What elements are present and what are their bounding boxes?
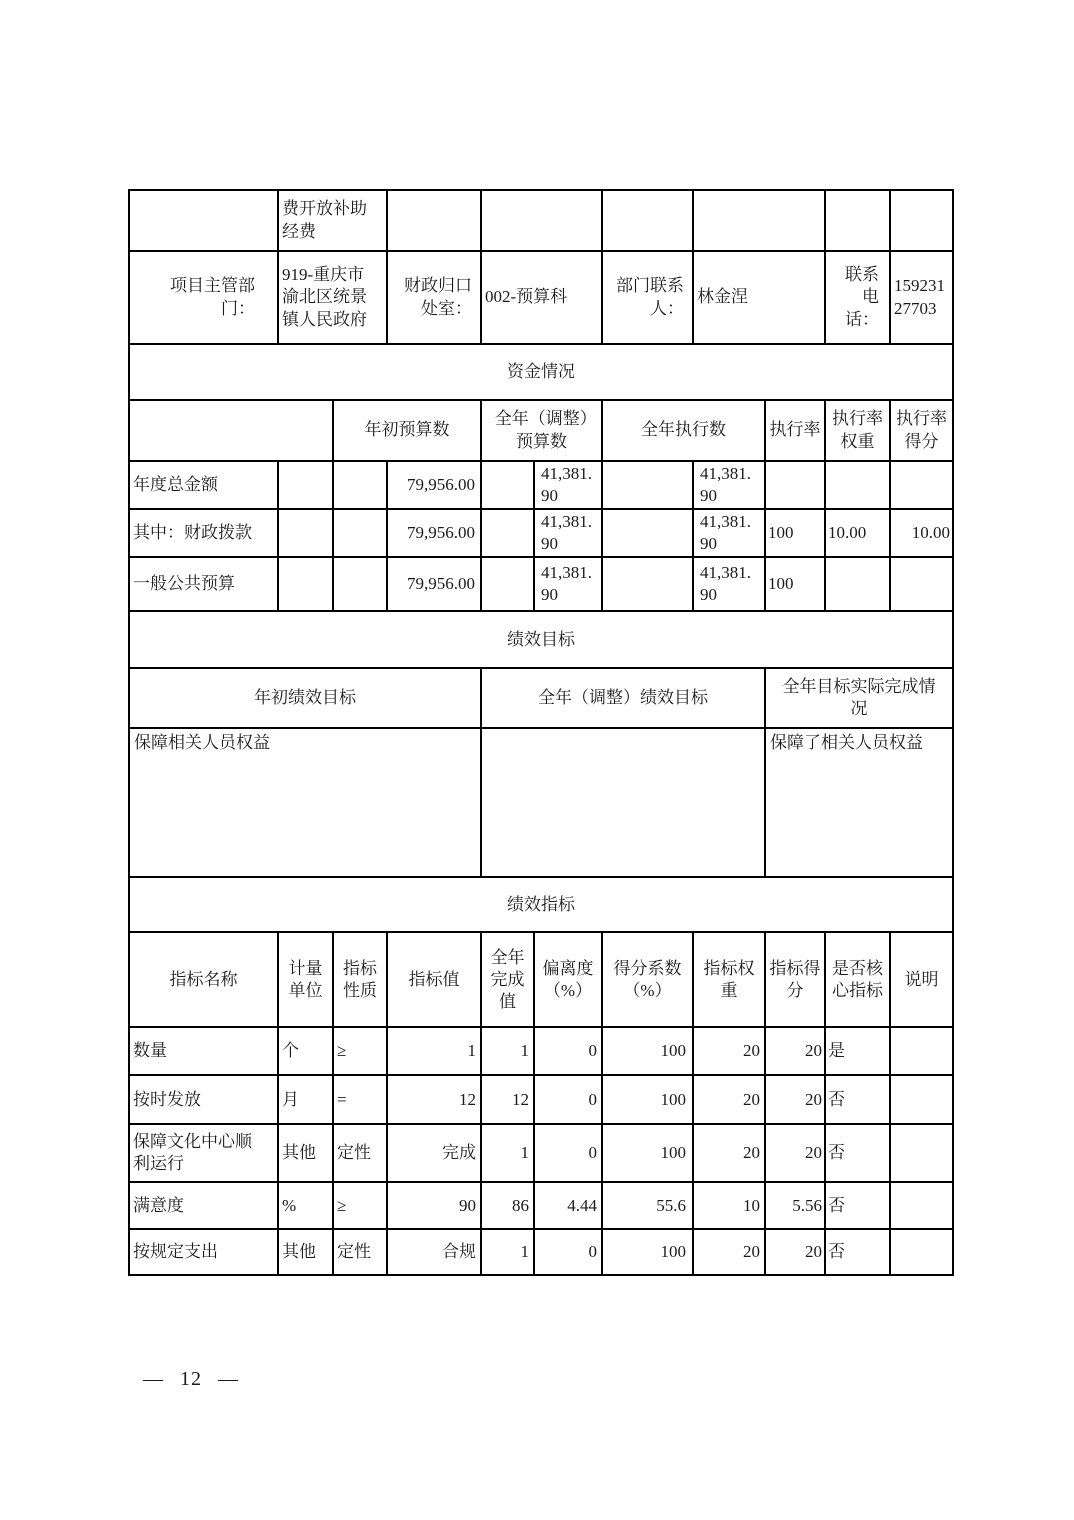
cell-unit: 其他 (278, 1124, 333, 1182)
cell-empty (890, 190, 953, 251)
cell-nature: = (333, 1075, 387, 1124)
cell-initial-budget: 79,956.00 (387, 461, 481, 509)
cell-rate-weight: 10.00 (825, 509, 890, 557)
cell-unit: % (278, 1182, 333, 1229)
col-header-initial-goal: 年初绩效目标 (129, 668, 481, 728)
col-header-execution-rate: 执行率 (765, 400, 825, 461)
col-header-nature: 指标性质 (333, 932, 387, 1027)
cell-empty (278, 509, 333, 557)
cell-initial-goal: 保障相关人员权益 (129, 728, 481, 877)
col-header-unit: 计量单位 (278, 932, 333, 1027)
cell-target-value: 完成 (387, 1124, 481, 1182)
cell-deviation: 4.44 (534, 1182, 602, 1229)
cell-rate-score (890, 557, 953, 611)
cell-empty (129, 190, 278, 251)
cell-executed-amount: 41,381.90 (693, 461, 765, 509)
indicator-row (129, 1124, 953, 1182)
cell-core-indicator: 否 (825, 1182, 890, 1229)
goals-title-row (129, 611, 953, 668)
cell-indicator-weight: 20 (693, 1229, 765, 1275)
indicators-header-row (129, 932, 953, 1027)
cell-completed-value: 1 (481, 1027, 534, 1075)
cell-nature: ≥ (333, 1027, 387, 1075)
cell-initial-budget: 79,956.00 (387, 509, 481, 557)
cell-finance-office-value: 002-预算科 (481, 251, 602, 344)
cell-rate-weight (825, 557, 890, 611)
cell-completed-value: 1 (481, 1229, 534, 1275)
cell-indicator-score: 20 (765, 1075, 825, 1124)
cell-empty (481, 557, 534, 611)
cell-score-coefficient: 100 (602, 1124, 693, 1182)
cell-empty (333, 461, 387, 509)
cell-score-coefficient: 100 (602, 1027, 693, 1075)
col-header-initial-budget: 年初预算数 (333, 400, 481, 461)
cell-indicator-name: 数量 (129, 1027, 278, 1075)
cell-dept-label: 项目主管部门： (129, 251, 278, 344)
cell-target-value: 1 (387, 1027, 481, 1075)
cell-completed-value: 86 (481, 1182, 534, 1229)
cell-indicator-score: 20 (765, 1229, 825, 1275)
cell-deviation: 0 (534, 1027, 602, 1075)
cell-target-value: 90 (387, 1182, 481, 1229)
cell-adjusted-goal (481, 728, 765, 877)
cell-rate-score (890, 461, 953, 509)
cell-funding-label: 年度总金额 (129, 461, 278, 509)
cell-unit: 月 (278, 1075, 333, 1124)
cell-note (890, 1182, 953, 1229)
cell-execution-rate: 100 (765, 557, 825, 611)
cell-indicator-score: 20 (765, 1027, 825, 1075)
cell-empty (825, 190, 890, 251)
cell-indicator-name: 按规定支出 (129, 1229, 278, 1275)
section-title-indicators: 绩效指标 (129, 877, 953, 932)
performance-table (128, 189, 954, 1276)
cell-core-indicator: 否 (825, 1229, 890, 1275)
cell-empty (278, 461, 333, 509)
cell-deviation: 0 (534, 1075, 602, 1124)
indicator-row (129, 1075, 953, 1124)
cell-finance-office-label: 财政归口处室： (387, 251, 481, 344)
cell-target-value: 合规 (387, 1229, 481, 1275)
cell-deviation: 0 (534, 1124, 602, 1182)
continuation-row (129, 190, 953, 251)
cell-rate-score: 10.00 (890, 509, 953, 557)
cell-score-coefficient: 100 (602, 1229, 693, 1275)
cell-indicator-name: 保障文化中心顺利运行 (129, 1124, 278, 1182)
cell-execution-rate (765, 461, 825, 509)
funding-row-public-budget (129, 557, 953, 611)
col-header-adjusted-goal: 全年（调整）绩效目标 (481, 668, 765, 728)
col-header-rate-weight: 执行率权重 (825, 400, 890, 461)
cell-empty (481, 509, 534, 557)
cell-actual-completion: 保障了相关人员权益 (765, 728, 953, 877)
cell-contact-value: 林金涅 (693, 251, 825, 344)
col-header-completed-value: 全年完成值 (481, 932, 534, 1027)
cell-adjusted-budget: 41,381.90 (534, 509, 602, 557)
cell-executed-amount: 41,381.90 (693, 557, 765, 611)
cell-indicator-weight: 20 (693, 1075, 765, 1124)
cell-indicator-score: 20 (765, 1124, 825, 1182)
cell-unit: 其他 (278, 1229, 333, 1275)
funding-title-row (129, 344, 953, 400)
cell-note (890, 1075, 953, 1124)
cell-core-indicator: 否 (825, 1075, 890, 1124)
cell-phone-value: 15923127703 (890, 251, 953, 344)
cell-note (890, 1124, 953, 1182)
cell-completed-value: 1 (481, 1124, 534, 1182)
cell-funding-label: 其中：财政拨款 (129, 509, 278, 557)
cell-dept-value: 919-重庆市渝北区统景镇人民政府 (278, 251, 387, 344)
cell-adjusted-budget: 41,381.90 (534, 557, 602, 611)
cell-empty (602, 190, 693, 251)
cell-target-value: 12 (387, 1075, 481, 1124)
funding-row-total (129, 461, 953, 509)
cell-empty (333, 557, 387, 611)
indicator-row (129, 1027, 953, 1075)
cell-nature: 定性 (333, 1229, 387, 1275)
cell-completed-value: 12 (481, 1075, 534, 1124)
col-header-target-value: 指标值 (387, 932, 481, 1027)
goals-data-row (129, 728, 953, 877)
col-header-score-coefficient: 得分系数（%） (602, 932, 693, 1027)
goals-header-row (129, 668, 953, 728)
cell-note (890, 1229, 953, 1275)
cell-empty (481, 461, 534, 509)
cell-empty (693, 190, 825, 251)
cell-execution-rate: 100 (765, 509, 825, 557)
col-header-deviation: 偏离度（%） (534, 932, 602, 1027)
cell-contact-label: 部门联系人： (602, 251, 693, 344)
cell-indicator-score: 5.56 (765, 1182, 825, 1229)
col-header-core-indicator: 是否核心指标 (825, 932, 890, 1027)
cell-note (890, 1027, 953, 1075)
cell-project-name-tail: 费开放补助经费 (278, 190, 387, 251)
cell-adjusted-budget: 41,381.90 (534, 461, 602, 509)
cell-empty (602, 509, 693, 557)
cell-score-coefficient: 100 (602, 1075, 693, 1124)
cell-phone-label: 联系电话： (825, 251, 890, 344)
col-header-rate-score: 执行率得分 (890, 400, 953, 461)
cell-deviation: 0 (534, 1229, 602, 1275)
col-header-indicator-score: 指标得分 (765, 932, 825, 1027)
cell-empty (278, 557, 333, 611)
funding-row-fiscal (129, 509, 953, 557)
section-title-goals: 绩效目标 (129, 611, 953, 668)
cell-funding-label: 一般公共预算 (129, 557, 278, 611)
col-header-adjusted-budget: 全年（调整）预算数 (481, 400, 602, 461)
col-header-note: 说明 (890, 932, 953, 1027)
cell-indicator-weight: 20 (693, 1027, 765, 1075)
cell-nature: ≥ (333, 1182, 387, 1229)
cell-empty (387, 190, 481, 251)
cell-empty (602, 557, 693, 611)
cell-indicator-name: 满意度 (129, 1182, 278, 1229)
funding-header-row (129, 400, 953, 461)
cell-empty (129, 400, 333, 461)
page-number: — 12 — (143, 1368, 239, 1390)
cell-core-indicator: 是 (825, 1027, 890, 1075)
cell-initial-budget: 79,956.00 (387, 557, 481, 611)
cell-rate-weight (825, 461, 890, 509)
cell-indicator-weight: 10 (693, 1182, 765, 1229)
col-header-actual-completion: 全年目标实际完成情况 (765, 668, 953, 728)
cell-indicator-name: 按时发放 (129, 1075, 278, 1124)
cell-unit: 个 (278, 1027, 333, 1075)
col-header-indicator-weight: 指标权重 (693, 932, 765, 1027)
cell-core-indicator: 否 (825, 1124, 890, 1182)
project-info-row (129, 251, 953, 344)
cell-empty (333, 509, 387, 557)
cell-nature: 定性 (333, 1124, 387, 1182)
cell-score-coefficient: 55.6 (602, 1182, 693, 1229)
cell-empty (481, 190, 602, 251)
cell-indicator-weight: 20 (693, 1124, 765, 1182)
cell-executed-amount: 41,381.90 (693, 509, 765, 557)
col-header-indicator-name: 指标名称 (129, 932, 278, 1027)
section-title-funding: 资金情况 (129, 344, 953, 400)
col-header-executed: 全年执行数 (602, 400, 765, 461)
indicator-row (129, 1229, 953, 1275)
indicator-row (129, 1182, 953, 1229)
cell-empty (602, 461, 693, 509)
indicators-title-row (129, 877, 953, 932)
